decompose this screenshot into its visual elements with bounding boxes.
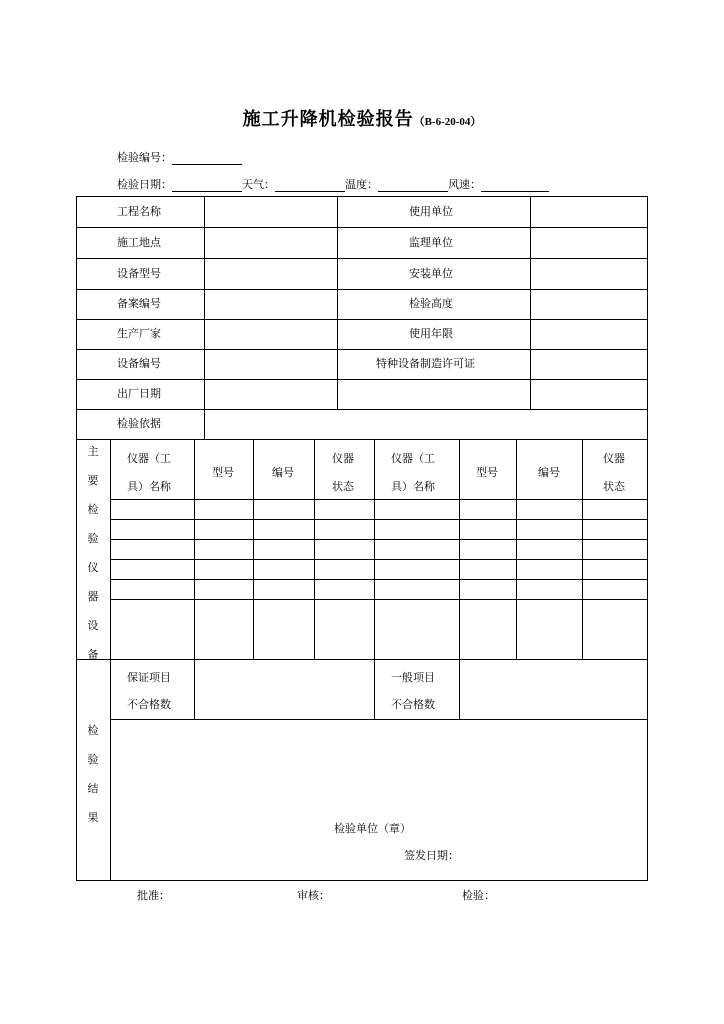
approve-label: 批准： <box>137 889 170 902</box>
report-code: （B-6-20-04） <box>413 116 482 128</box>
divider <box>374 659 375 719</box>
license-label: 特种设备制造许可证 <box>376 357 475 370</box>
divider <box>459 659 460 719</box>
guarantee-unqualified-label: 不合格数 <box>127 698 171 711</box>
general-items-label: 一般项目 <box>391 671 435 684</box>
status-header: 仪器 <box>332 452 354 465</box>
result-section-label <box>83 724 103 840</box>
site-label: 施工地点 <box>117 236 161 249</box>
issue-date-label: 签发日期： <box>404 849 459 862</box>
basis-label: 检验依据 <box>117 417 161 430</box>
equipment-section-char: 检 <box>87 503 99 516</box>
divider <box>76 289 648 290</box>
page-title <box>0 105 724 131</box>
divider <box>337 196 338 409</box>
weather-label: 天气： <box>242 178 275 191</box>
general-unqualified-label: 不合格数 <box>391 698 435 711</box>
review-label: 审核： <box>297 889 330 902</box>
project-name-label: 工程名称 <box>117 205 161 218</box>
temperature-field[interactable] <box>378 179 448 192</box>
divider <box>76 319 648 320</box>
status-header: 仪器 <box>603 452 625 465</box>
divider <box>110 499 648 500</box>
equipment-section-char: 主 <box>87 445 99 458</box>
divider <box>374 439 375 659</box>
inspection-height-label: 检验高度 <box>409 297 453 310</box>
divider <box>516 439 517 659</box>
divider <box>76 379 648 380</box>
manufacturer-label: 生产厂家 <box>117 327 161 340</box>
number-header: 编号 <box>272 466 294 479</box>
temperature-label: 温度： <box>345 178 378 191</box>
supervision-unit-label: 监理单位 <box>409 236 453 249</box>
device-no-label: 设备编号 <box>117 357 161 370</box>
result-section-char: 结 <box>87 782 99 795</box>
instrument-name-header: 具）名称 <box>127 480 171 493</box>
equipment-section-char: 验 <box>87 532 99 545</box>
divider <box>110 579 648 580</box>
divider <box>76 409 648 410</box>
divider <box>314 439 315 659</box>
equipment-section-char: 要 <box>87 474 99 487</box>
divider <box>459 439 460 659</box>
divider <box>76 349 648 350</box>
divider <box>76 258 648 259</box>
result-section-char: 验 <box>87 753 99 766</box>
divider <box>194 439 195 659</box>
inspection-no-field[interactable] <box>172 152 242 165</box>
wind-speed-field[interactable] <box>481 179 549 192</box>
service-life-label: 使用年限 <box>409 327 453 340</box>
result-section-char: 果 <box>87 811 99 824</box>
wind-speed-label: 风速： <box>448 178 481 191</box>
divider <box>110 519 648 520</box>
inspect-label: 检验： <box>462 889 495 902</box>
record-no-label: 备案编号 <box>117 297 161 310</box>
divider <box>76 227 648 228</box>
inspection-date-field[interactable] <box>172 179 242 192</box>
divider <box>110 539 648 540</box>
equipment-section-char: 仪 <box>87 561 99 574</box>
weather-field[interactable] <box>275 179 345 192</box>
divider <box>194 659 195 719</box>
divider <box>530 196 531 409</box>
divider <box>110 599 648 600</box>
model-header: 型号 <box>212 466 234 479</box>
status-header: 状态 <box>603 480 625 493</box>
divider <box>76 659 648 660</box>
inspection-no-label: 检验编号： <box>117 151 172 164</box>
equipment-section-label <box>83 445 103 677</box>
report-title: 施工升降机检验报告 <box>242 109 414 130</box>
equipment-section-char: 备 <box>87 648 99 661</box>
divider <box>253 439 254 659</box>
instrument-name-header: 仪器（工 <box>127 452 171 465</box>
inspection-unit-seal: 检验单位（章） <box>334 822 411 835</box>
inspection-no-row <box>117 149 242 165</box>
guarantee-items-label: 保证项目 <box>127 671 171 684</box>
instrument-name-header: 仪器（工 <box>391 452 435 465</box>
equipment-section-char: 设 <box>87 619 99 632</box>
divider <box>110 559 648 560</box>
equipment-section-char: 器 <box>87 590 99 603</box>
divider <box>76 439 648 440</box>
instrument-name-header: 具）名称 <box>391 480 435 493</box>
status-header: 状态 <box>332 480 354 493</box>
production-date-label: 出厂日期 <box>117 387 161 400</box>
result-section-char: 检 <box>87 724 99 737</box>
divider <box>582 439 583 659</box>
inspection-date-row <box>117 176 549 192</box>
divider <box>110 439 111 881</box>
model-label: 设备型号 <box>117 267 161 280</box>
model-header: 型号 <box>476 466 498 479</box>
divider <box>110 719 648 720</box>
user-unit-label: 使用单位 <box>409 205 453 218</box>
inspection-date-label: 检验日期： <box>117 178 172 191</box>
divider <box>204 196 205 439</box>
installer-label: 安装单位 <box>409 267 453 280</box>
number-header: 编号 <box>538 466 560 479</box>
